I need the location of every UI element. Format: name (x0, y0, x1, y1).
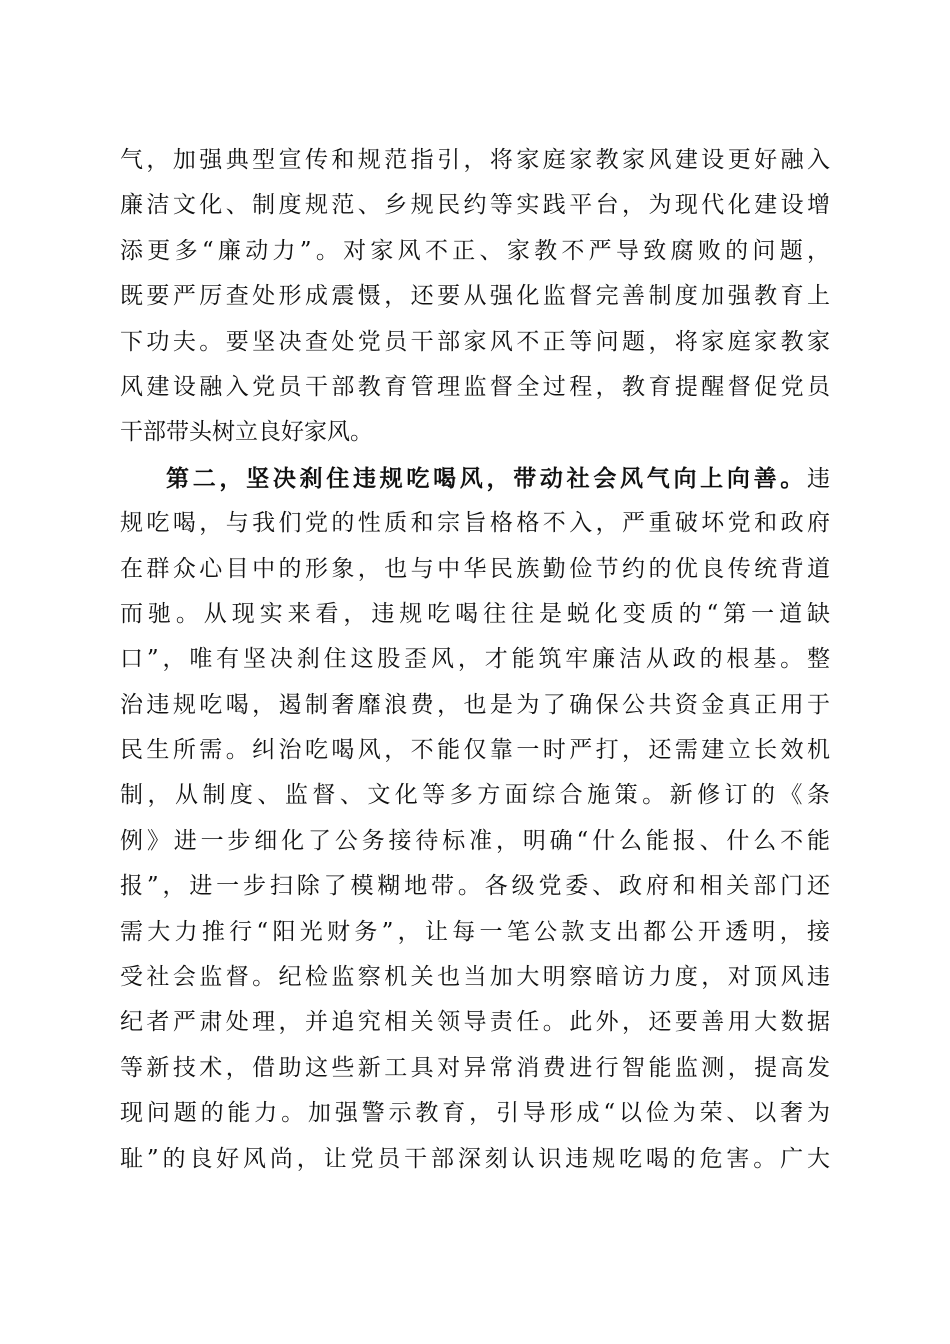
paragraph-2-first-line (120, 456, 830, 501)
text-line: 现问题的能力。加强警示教育，引导形成“以俭为荣、以奢为 (120, 1100, 830, 1127)
text-line: 受社会监督。纪检监察机关也当加大明察暗访力度，对顶风违 (120, 964, 830, 991)
text-line: 口”，唯有坚决刹住这股歪风，才能筑牢廉洁从政的根基。整 (120, 646, 830, 673)
text-line: 廉洁文化、制度规范、乡规民约等实践平台，为现代化建设增 (120, 192, 830, 219)
section-heading: 第二，坚决刹住违规吃喝风，带动社会风气向上向善。 (166, 464, 807, 492)
text-line: 下功夫。要坚决查处党员干部家风不正等问题，将家庭家教家 (120, 328, 830, 355)
text-line: 等新技术，借助这些新工具对异常消费进行智能监测，提高发 (120, 1054, 830, 1081)
paragraph-2 (120, 456, 830, 1182)
text-line: 干部带头树立良好家风。 (120, 419, 373, 446)
text-line: 需大力推行“阳光财务”，让每一笔公款支出都公开透明，接 (120, 918, 830, 945)
text-line: 治违规吃喝，遏制奢靡浪费，也是为了确保公共资金真正用于 (120, 691, 830, 718)
text-line: 而驰。从现实来看，违规吃喝往往是蜕化变质的“第一道缺 (120, 600, 830, 627)
text-line: 耻”的良好风尚，让党员干部深刻认识违规吃喝的危害。广大 (120, 1145, 830, 1172)
text-line: 既要严厉查处形成震慑，还要从强化监督完善制度加强教育上 (120, 283, 830, 310)
text-line: 纪者严肃处理，并追究相关领导责任。此外，还要善用大数据 (120, 1009, 830, 1036)
text-line: 添更多“廉动力”。对家风不正、家教不严导致腐败的问题， (120, 237, 830, 264)
paragraph-1 (120, 138, 830, 456)
text-line: 气，加强典型宣传和规范指引，将家庭家教家风建设更好融入 (120, 147, 830, 173)
text-line: 民生所需。纠治吃喝风，不能仅靠一时严打，还需建立长效机 (120, 737, 830, 764)
text-line: 例》进一步细化了公务接待标准，明确“什么能报、什么不能 (120, 827, 830, 854)
text-line: 报”，进一步扫除了模糊地带。各级党委、政府和相关部门还 (120, 873, 830, 900)
text-line: 制，从制度、监督、文化等多方面综合施策。新修订的《条 (120, 782, 830, 809)
heading-continuation: 违 (807, 465, 830, 492)
text-line: 风建设融入党员干部教育管理监督全过程，教育提醒督促党员 (120, 373, 830, 400)
text-line: 规吃喝，与我们党的性质和宗旨格格不入，严重破坏党和政府 (120, 510, 830, 537)
body-text (120, 138, 830, 1182)
text-line: 在群众心目中的形象，也与中华民族勤俭节约的优良传统背道 (120, 555, 830, 582)
